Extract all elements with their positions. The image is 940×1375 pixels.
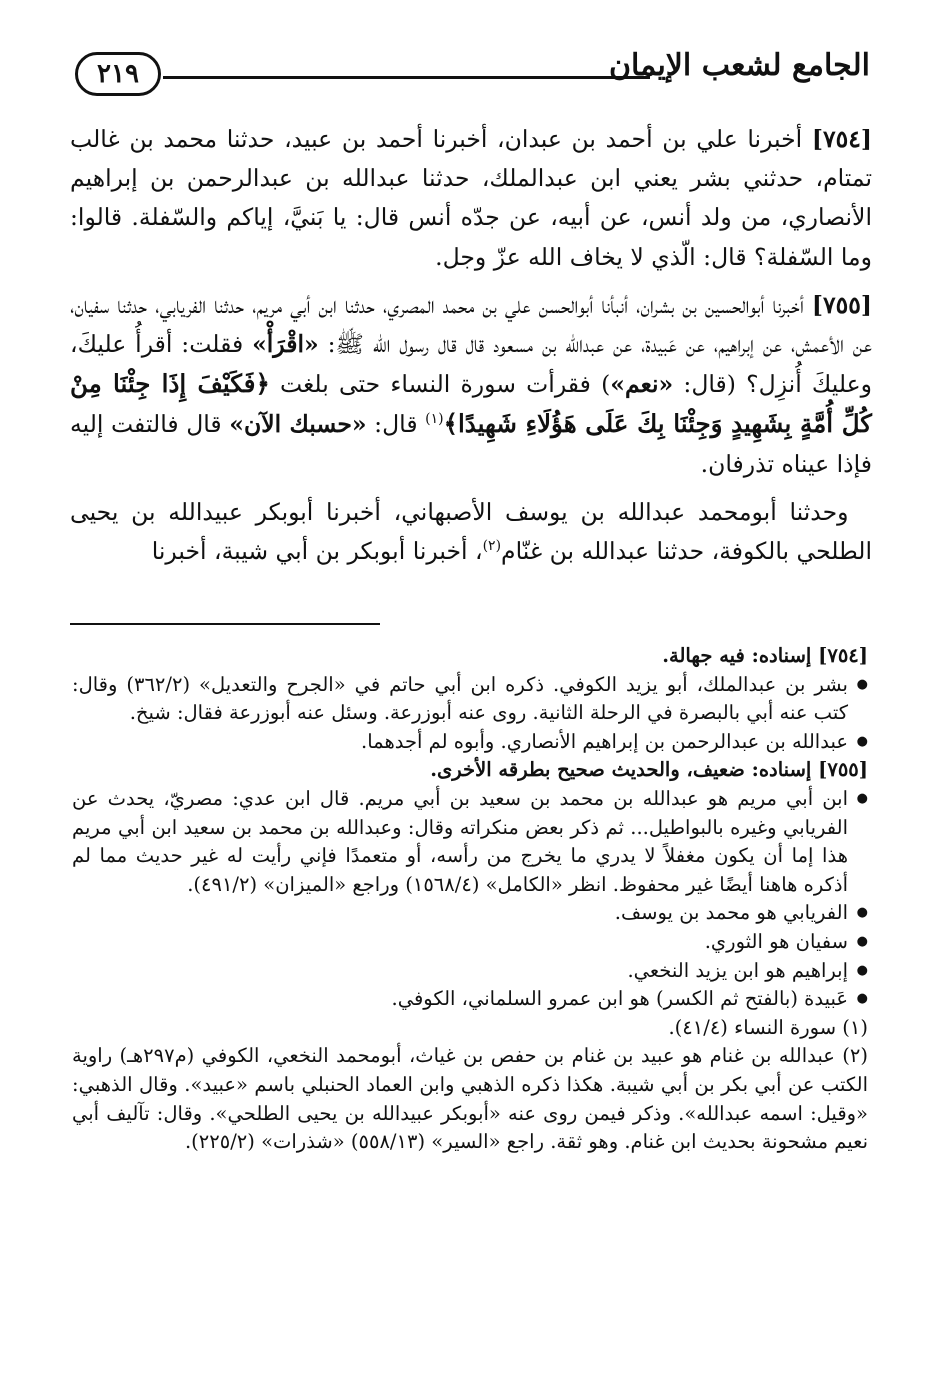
footnote-1: (١) سورة النساء (٤١/٤).: [668, 1015, 868, 1039]
footnote-separator: [70, 623, 380, 625]
footnote-755-bullet-2: ● الفريابي هو محمد بن يوسف.: [72, 899, 868, 928]
footnote-ref-2: (٢): [482, 538, 502, 555]
hadith-755-text-2: فقلت: أقرأُ عليكَ، وعليكَ أُنزِل؟ (قال:: [70, 330, 872, 399]
footnote-755-heading: [٧٥٥] إسناده: ضعيف، والحديث صحيح بطرقه الأخرى.: [430, 758, 868, 782]
hadith-754: [70, 120, 872, 277]
chain-text-2: ، أخبرنا أبوبكر بن أبي شيبة، أخبرنا: [151, 537, 483, 566]
quote-hasbuk: «حسبك الآن»: [229, 410, 367, 439]
footnote-754-bullet-2: ● عبدالله بن عبدالرحمن بن إبراهيم الأنصاري. وأبوه لم أجدهما.: [72, 728, 868, 757]
hadith-755-text-4: قال:: [374, 410, 418, 439]
hadith-number-754: [٧٥٤]: [811, 125, 872, 153]
quran-verse: ﴿فَكَيْفَ إِذَا جِئْنَا مِنْ كُلِّ أُمَّةٍ بِشَهِيدٍ وَجِئْنَا بِكَ عَلَى هَؤُلَاءِ شَهِيدًا﴾: [70, 369, 872, 439]
footnote-755-bullet-1: ● ابن أبي مريم هو عبدالله بن محمد بن سعيد بن أبي مريم. قال ابن عدي: مصريّ، يحدث عن الفريابي وغيره بالبواطيل... ثم ذكر بعض منكراته وقال: وعبدالله بن محمد بن سعيد ابن أبي مريم هذا إما أن يكون مغفلاً لا يدري ما يخرج من رأسه، أو متعمدًا فإني رأيت له غير حديث مما لم أذكره هاهنا أيضًا غير محفوظ. انظر «الكامل» (١٥٦٨/٤) وراجع «الميزان» (٤٩١/٢).: [72, 785, 868, 899]
footnote-ref-1: (١): [425, 411, 444, 428]
main-text: [70, 120, 872, 571]
running-title: الجامع لشعب الإيمان: [608, 48, 870, 83]
hadith-755: [70, 286, 872, 484]
footnotes: [72, 642, 868, 1157]
footnote-755-bullet-3: ● سفيان هو الثوري.: [72, 928, 868, 957]
hadith-754-text: أخبرنا علي بن أحمد بن عبدان، أخبرنا أحمد بن عبيد، حدثنا محمد بن غالب تمتام، حدثني بشر يعني ابن عبدالملك، حدثنا عبدالله بن عبدالرحمن بن إبراهيم الأنصاري، من ولد أنس، عن أبيه، عن جدّه أنس قال: يا بَنيَّ، إياكم والسّفلة. قالوا: وما السّفلة؟ قال: الّذي لا يخاف الله عزّ وجل.: [70, 125, 872, 271]
hadith-755-text-5: قال فالتفت إليه فإذا عيناه تذرفان.: [70, 410, 872, 478]
footnote-2: (٢) عبدالله بن غنام هو عبيد بن غنام بن حفص بن غياث، أبومحمد النخعي، الكوفي (م٢٩٧هـ) راوية الكتب عن أبي بكر بن أبي شيبة. هكذا ذكره الذهبي وابن العماد الحنبلي باسم «عبيد». وقال الذهبي: «وقيل: اسمه عبدالله». وذكر فيمن روى عنه «أبوبكر عبيدالله بن يحيى الطلحي». وقال: تآليف أبي نعيم مشحونة بحديث ابن غنام. وهو ثقة. راجع «السير» (٥٥٨/١٣) «شذرات» (٢٢٥/٢).: [72, 1044, 868, 1154]
hadith-755-text-3: ) فقرأت سورة النساء حتى بلغت: [280, 370, 611, 399]
page-header: [75, 42, 870, 98]
quote-iqra: «اقْرَأْ»: [252, 330, 319, 359]
hadith-755-second-chain: [70, 493, 872, 571]
footnote-754-heading: [٧٥٤] إسناده: فيه جهالة.: [662, 644, 868, 667]
page-number: ٢١٩: [75, 52, 161, 96]
footnote-755-bullet-5: ● عَبيدة (بالفتح ثم الكسر) هو ابن عمرو السلماني، الكوفي.: [72, 985, 868, 1014]
quote-naam: «نعم»: [610, 370, 674, 399]
hadith-755-text-1: أخبرنا أبوالحسين بن بشران، أنبأنا أبوالحسن علي بن محمد المصري، حدثنا ابن أبي مريم، حدثنا الفريابي، حدثنا سفيان، عن الأعمش، عن إبراهيم، عن عَبيدة، عن عبدالله بن مسعود قال قال رسول الله ﷺ:: [70, 290, 872, 359]
hadith-number-755: [٧٥٥]: [811, 290, 872, 319]
chain-text-1: وحدثنا أبومحمد عبدالله بن يوسف الأصبهاني، أخبرنا أبوبكر عبيدالله بن يحيى الطلحي بالكوفة، حدثنا عبدالله بن غنّام: [70, 497, 872, 566]
footnote-754-bullet-1: ● بشر بن عبدالملك، أبو يزيد الكوفي. ذكره ابن أبي حاتم في «الجرح والتعديل» (٣٦٢/٢) وقال: كتب عنه أبي بالبصرة في الرحلة الثانية. روى عنه أبوزرعة. وسئل عنه أبوزرعة فقال: شيخ.: [72, 671, 868, 728]
header-rule: [163, 76, 650, 79]
footnote-755-bullet-4: ● إبراهيم هو ابن يزيد النخعي.: [72, 957, 868, 986]
